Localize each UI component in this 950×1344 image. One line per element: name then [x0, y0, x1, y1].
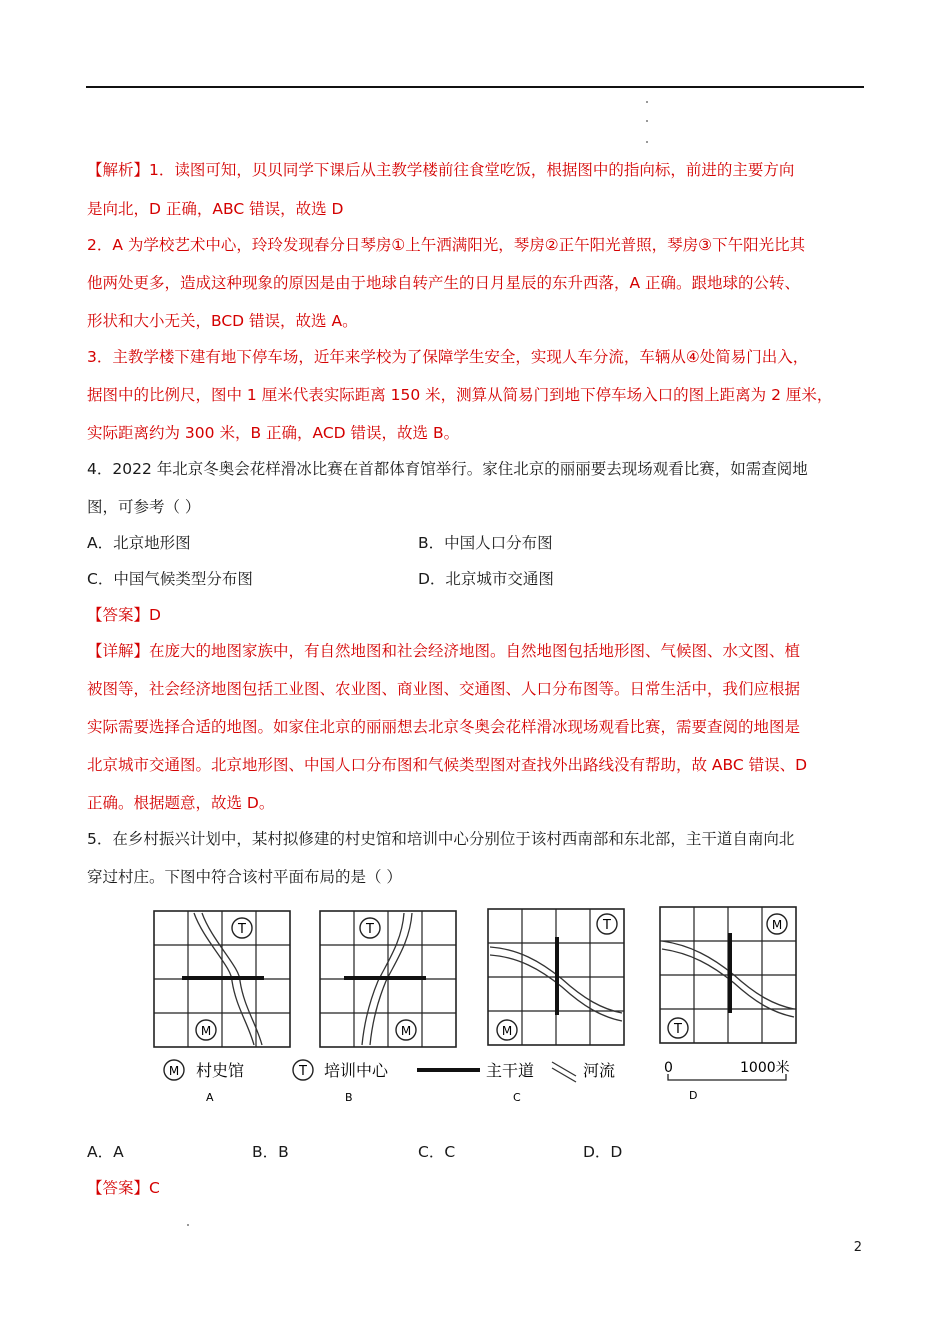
legend-river — [552, 1061, 615, 1082]
svg-text:T: T — [366, 922, 374, 937]
legend-main-road — [417, 1061, 534, 1080]
analysis-q2-line1: 2．A 为学校艺术中心，玲玲发现春分日琴房①上午洒满阳光，琴房②正午阳光普照，琴房③下午阳光比其 — [87, 236, 806, 254]
analysis-q3-line3: 实际距离约为 300 米，B 正确，ACD 错误，故选 B。 — [87, 424, 460, 442]
training-center-c — [597, 914, 617, 934]
analysis-q2-line2: 他两处更多，造成这种现象的原因是由于地球自转产生的日月星辰的东升西落，A 正确。跟地球的公转、 — [87, 274, 801, 292]
q4-detail-line4: 北京城市交通图。北京地形图、中国人口分布图和气候类型图对查找外出路线没有帮助，故 ABC 错误、D — [87, 756, 808, 774]
svg-text:1000米: 1000米 — [740, 1060, 790, 1076]
legend-training-center — [293, 1060, 389, 1080]
map-panel-b — [320, 911, 456, 1047]
q5-answer: 【答案】C — [87, 1179, 160, 1197]
q4-detail-line2: 被图等，社会经济地图包括工业图、农业图、商业图、交通图、人口分布图等。日常生活中，我们应根据 — [87, 680, 801, 698]
training-center-a — [232, 918, 252, 938]
panel-label-d: D — [689, 1089, 698, 1102]
q4-option-b[interactable]: B．中国人口分布图 — [418, 534, 553, 552]
page-number: 2 — [853, 1240, 862, 1255]
svg-text:M: M — [168, 1064, 180, 1078]
svg-text:T: T — [238, 922, 246, 937]
analysis-q1-line2: 是向北，D 正确，ABC 错误，故选 D — [87, 200, 344, 218]
svg-text:培训中心: 培训中心 — [324, 1061, 389, 1080]
analysis-q3-line2: 据图中的比例尺，图中 1 厘米代表实际距离 150 米，测算从简易门到地下停车场入口的图上距离为 2 厘米， — [87, 386, 833, 404]
analysis-q2-line3: 形状和大小无关，BCD 错误，故选 A。 — [87, 312, 358, 330]
svg-text:村史馆: 村史馆 — [196, 1061, 245, 1080]
q4-stem-line2: 图，可参考（ ） — [87, 498, 201, 516]
speck — [646, 141, 648, 143]
svg-text:0: 0 — [664, 1060, 673, 1076]
svg-text:M: M — [771, 918, 783, 932]
q4-option-a[interactable]: A．北京地形图 — [87, 534, 191, 552]
analysis-q3-line1: 3．主教学楼下建有地下停车场，近年来学校为了保障学生安全，实现人车分流，车辆从④处简易门出入， — [87, 348, 809, 366]
header-rule — [86, 86, 864, 88]
q4-answer: 【答案】D — [87, 606, 161, 624]
legend-museum — [164, 1060, 244, 1080]
q4-option-c[interactable]: C．中国气候类型分布图 — [87, 570, 253, 588]
training-center-d — [668, 1018, 688, 1038]
village-museum-d — [767, 914, 787, 934]
svg-text:T: T — [299, 1064, 307, 1079]
panel-label-b: B — [345, 1091, 353, 1104]
q4-stem-line1: 4．2022 年北京冬奥会花样滑冰比赛在首都体育馆举行。家住北京的丽丽要去现场观看比赛，如需查阅地 — [87, 460, 808, 478]
svg-text:主干道: 主干道 — [486, 1061, 535, 1080]
panel-label-a: A — [206, 1091, 214, 1104]
training-center-b — [360, 918, 380, 938]
svg-text:M: M — [501, 1024, 513, 1038]
village-museum-a — [196, 1020, 216, 1040]
svg-text:M: M — [400, 1024, 412, 1038]
map-panel-d — [660, 907, 796, 1043]
svg-text:T: T — [674, 1022, 682, 1037]
q5-option-b[interactable]: B．B — [252, 1143, 289, 1161]
speck — [646, 101, 648, 103]
speck — [646, 120, 648, 122]
village-museum-c — [497, 1020, 517, 1040]
speck — [187, 1224, 189, 1226]
q5-option-d[interactable]: D．D — [583, 1143, 623, 1161]
map-panel-a — [154, 911, 290, 1047]
legend-scale-bar — [664, 1059, 790, 1080]
village-museum-b — [396, 1020, 416, 1040]
q5-option-c[interactable]: C．C — [418, 1143, 456, 1161]
svg-text:河流: 河流 — [583, 1061, 616, 1080]
q5-stem-line2: 穿过村庄。下图中符合该村平面布局的是（ ） — [87, 868, 402, 886]
analysis-q1-line1: 【解析】1．读图可知，贝贝同学下课后从主教学楼前往食堂吃饭，根据图中的指向标，前进的主要方向 — [87, 161, 795, 179]
q4-detail-line1: 【详解】在庞大的地图家族中，有自然地图和社会经济地图。自然地图包括地形图、气候图、水文图、植 — [87, 642, 801, 660]
q4-option-d[interactable]: D．北京城市交通图 — [418, 570, 554, 588]
map-panel-c — [488, 909, 624, 1045]
q5-figure — [140, 900, 820, 1110]
legend — [164, 1059, 790, 1082]
q4-detail-line5: 正确。根据题意，故选 D。 — [87, 794, 275, 812]
svg-text:M: M — [200, 1024, 212, 1038]
panel-label-c: C — [513, 1091, 521, 1104]
q5-option-a[interactable]: A．A — [87, 1143, 124, 1161]
svg-text:T: T — [603, 918, 611, 933]
q5-stem-line1: 5．在乡村振兴计划中，某村拟修建的村史馆和培训中心分别位于该村西南部和东北部，主干道自南向北 — [87, 830, 795, 848]
q4-detail-line3: 实际需要选择合适的地图。如家住北京的丽丽想去北京冬奥会花样滑冰现场观看比赛，需要查阅的地图是 — [87, 718, 801, 736]
